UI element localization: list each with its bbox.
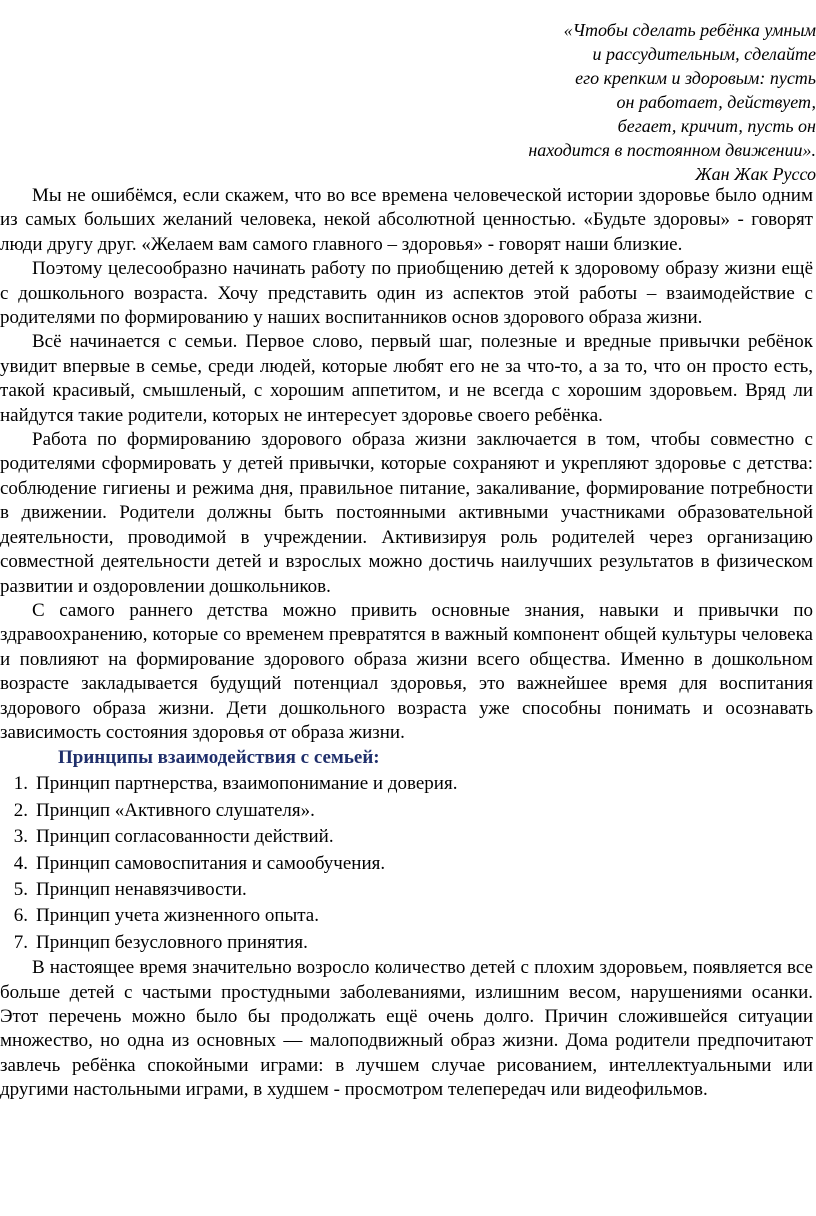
list-item-number: 1. <box>13 773 28 795</box>
epigraph-line: его крепким и здоровым: пусть <box>575 68 816 88</box>
paragraph: Всё начинается с семьи. Первое слово, первый шаг, полезные и вредные привычки ребёнок увидит впервые в семье, среди людей, которые любят его не за что-то, а за то, что он просто есть, такой красивый, смышленый, с хорошим аппетитом, и не всегда с хорошим здоровьем. Вряд ли найдутся такие родители, которых не интересует здоровье своего ребёнка. <box>0 331 813 426</box>
list-item <box>0 930 813 956</box>
list-item-number: 2. <box>13 799 28 821</box>
list-item-number: 7. <box>13 931 28 953</box>
epigraph-line: находится в постоянном движении». <box>528 140 816 160</box>
epigraph-line: и рассудительным, сделайте <box>592 44 816 64</box>
list-item <box>0 824 813 850</box>
list-item-number: 6. <box>13 905 28 927</box>
list-item-text: Принцип безусловного принятия. <box>36 931 308 953</box>
list-item <box>0 771 813 797</box>
list-item <box>0 877 813 903</box>
list-item-text: Принцип партнерства, взаимопонимание и доверия. <box>36 773 458 795</box>
paragraph: С самого раннего детства можно привить основные знания, навыки и привычки по здравоохранению, которые со временем превратятся в важный компонент общей культуры человека и повлияют на формирование здорового образа жизни всего общества. Именно в дошкольном возрасте закладывается будущий потенциал здоровья, это важнейшее время для воспитания здорового образа жизни. Дети дошкольного возраста уже способны понимать и осознавать зависимость состояния здоровья от образа жизни. <box>0 599 813 743</box>
principles-heading: Принципы взаимодействия с семьей: <box>58 747 380 769</box>
list-item <box>0 851 813 877</box>
list-item-number: 5. <box>13 878 28 900</box>
paragraph: Мы не ошибёмся, если скажем, что во все времена человеческой истории здоровье было одним из самых больших желаний человека, некой абсолютной ценностью. «Будьте здоровы» - говорят люди другу друг. «Желаем вам самого главного – здоровья» - говорят наши близкие. <box>0 185 813 255</box>
list-item <box>0 798 813 824</box>
list-item-text: Принцип учета жизненного опыта. <box>36 905 319 927</box>
list-item <box>0 903 813 929</box>
body-text <box>0 184 813 1103</box>
epigraph-line: бегает, кричит, пусть он <box>617 116 816 136</box>
list-item-text: Принцип согласованности действий. <box>36 826 334 848</box>
list-item-text: Принцип самовоспитания и самообучения. <box>36 852 386 874</box>
paragraph: Поэтому целесообразно начинать работу по приобщению детей к здоровому образу жизни ещё с дошкольного возраста. Хочу представить один из аспектов этой работы – взаимодействие с родителями по формированию у наших воспитанников основ здорового образа жизни. <box>0 258 813 329</box>
principles-list <box>0 771 813 956</box>
list-item-text: Принцип «Активного слушателя». <box>36 799 315 821</box>
list-item-text: Принцип ненавязчивости. <box>36 878 247 900</box>
epigraph-line: «Чтобы сделать ребёнка умным <box>563 20 816 40</box>
epigraph-line: он работает, действует, <box>616 92 816 112</box>
list-item-number: 4. <box>13 852 28 874</box>
closing-paragraph: В настоящее время значительно возросло количество детей с плохим здоровьем, появляется все больше детей с частыми простудными заболеваниями, излишним весом, нарушениями осанки. Этот перечень можно было бы продолжать ещё очень долго. Причин сложившейся ситуации множество, но одна из основных — малоподвижный образ жизни. Дома родители предпочитают завлечь ребёнка спокойными играми: в лучшем случае рисованием, интеллектуальными или другими настольными играми, в худшем - просмотром телепередач или видеофильмов. <box>0 957 813 1101</box>
epigraph-author: Жан Жак Руссо <box>695 164 816 184</box>
paragraph: Работа по формированию здорового образа жизни заключается в том, чтобы совместно с родителями сформировать у детей привычки, которые сохраняют и укрепляют здоровье с детства: соблюдение гигиены и режима дня, правильное питание, закаливание, формирование потребности в движении. Родители должны быть постоянными активными участниками образовательной деятельности, проводимой в учреждении. Активизируя роль родителей через организацию совместной деятельности детей и взрослых можно достичь наилучших результатов в физическом развитии и оздоровлении дошкольников. <box>0 429 813 597</box>
list-item-number: 3. <box>13 826 28 848</box>
epigraph <box>396 18 816 186</box>
